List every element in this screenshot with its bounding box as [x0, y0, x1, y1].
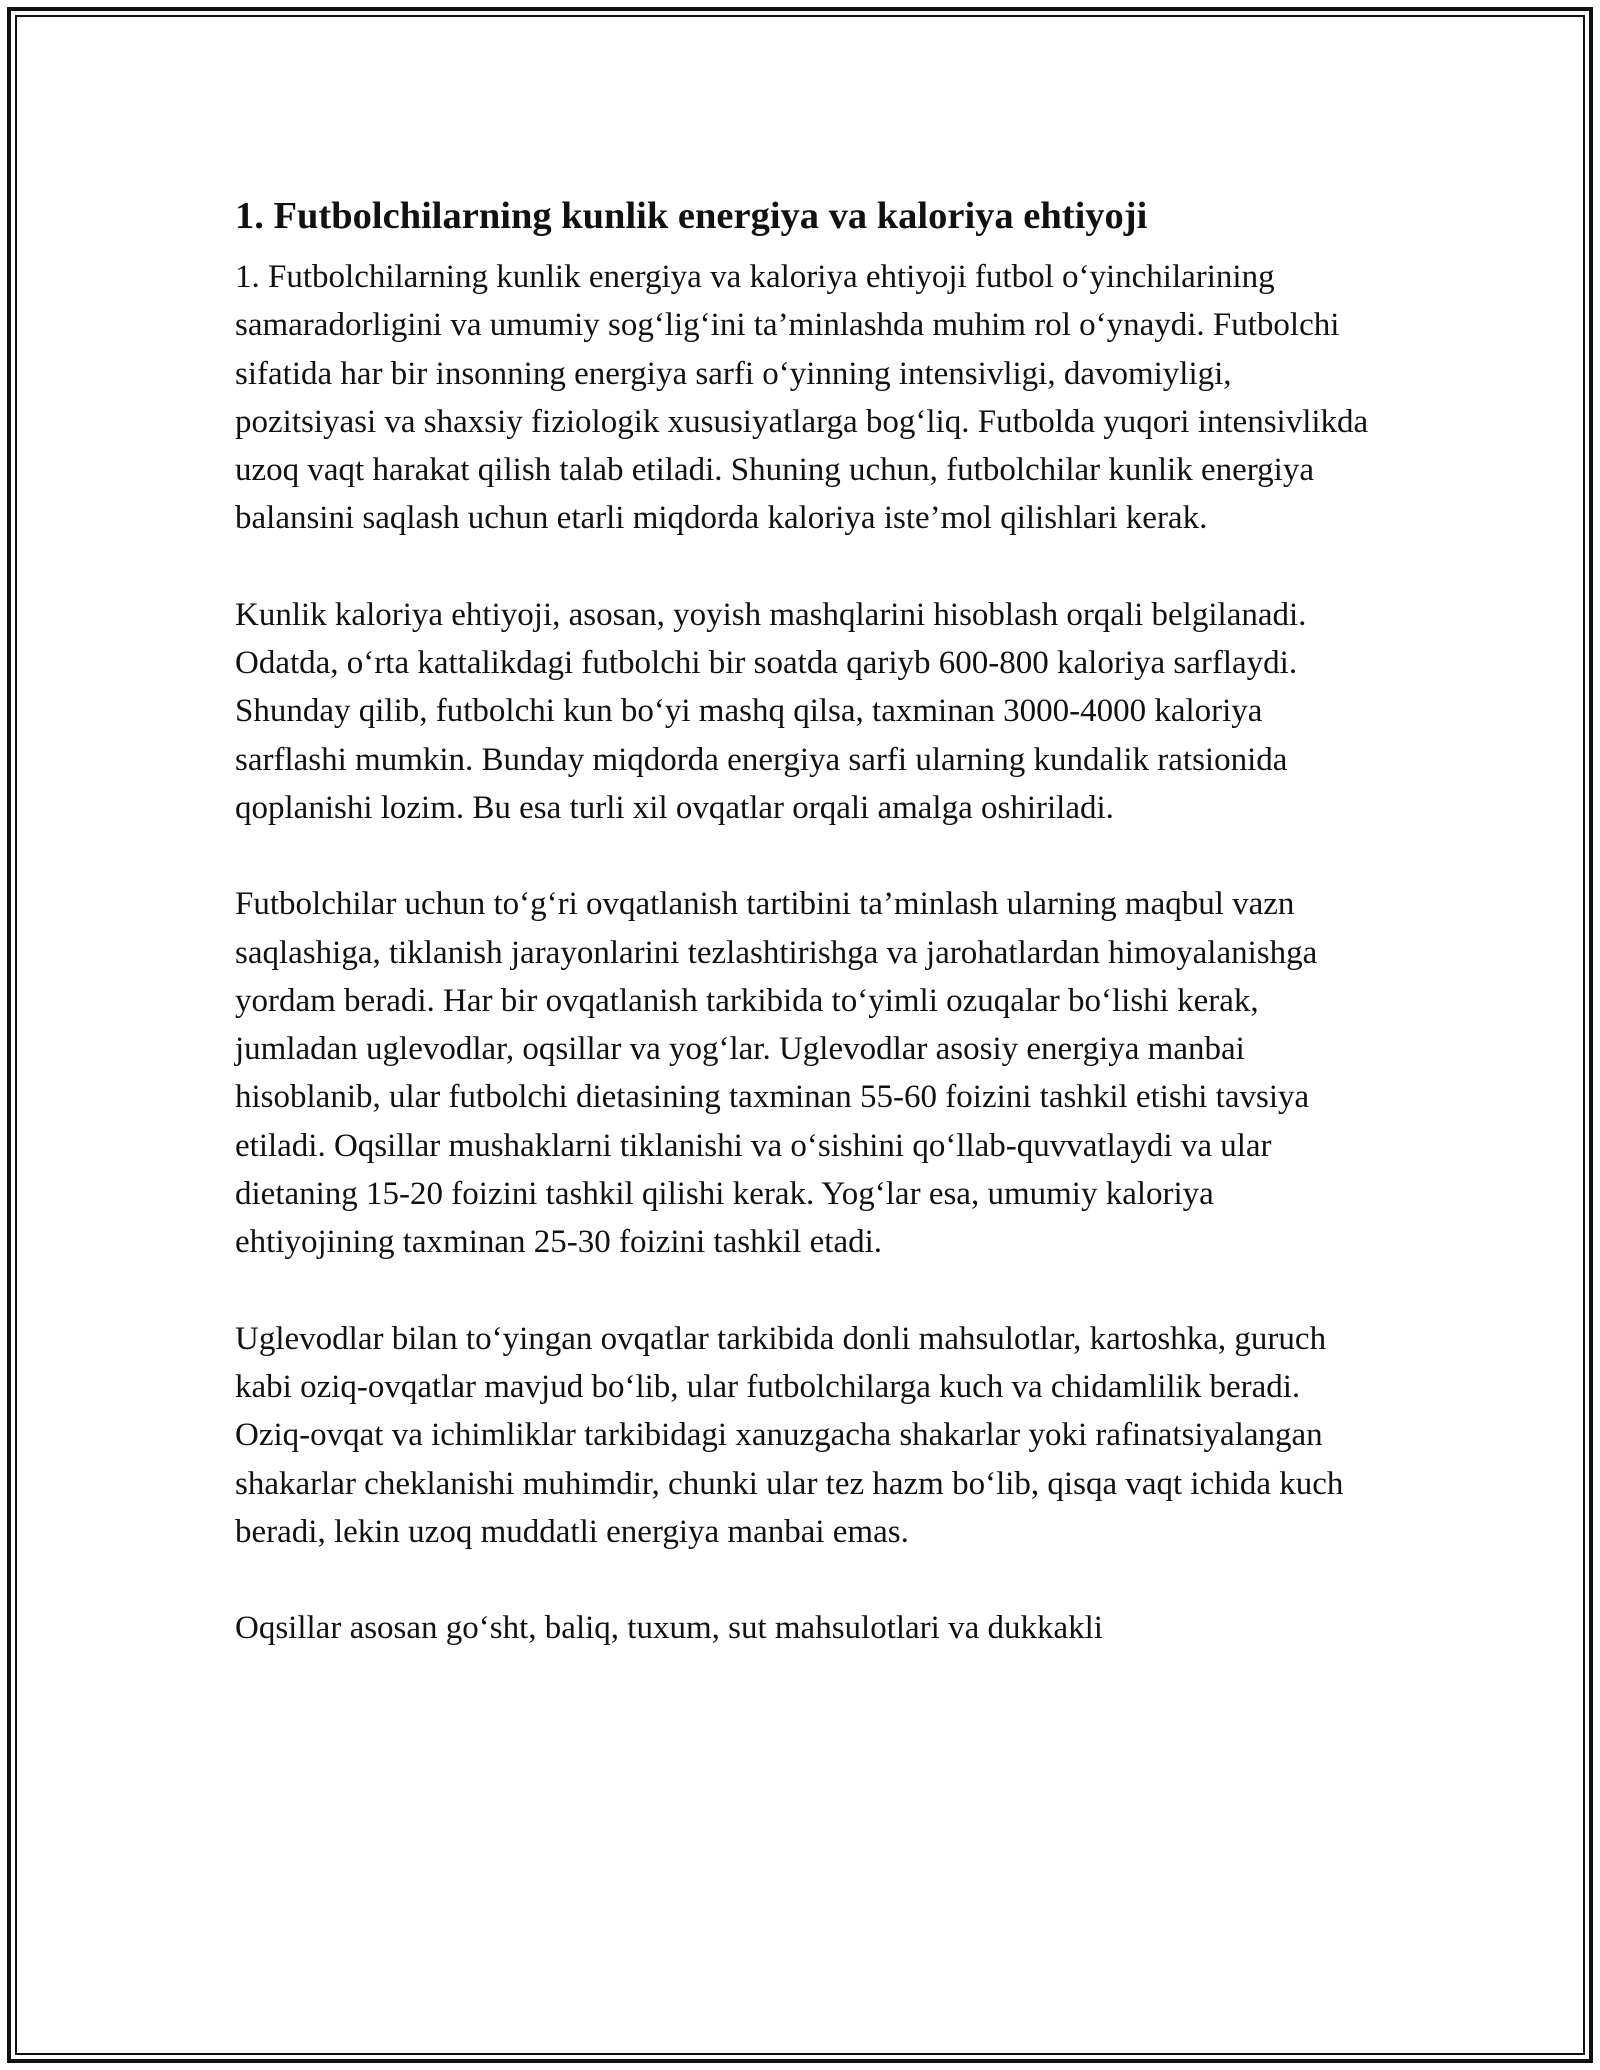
paragraph-4: Uglevodlar bilan to‘yingan ovqatlar tarkibida donli mahsulotlar, kartoshka, guruch kabi oziq-ovqatlar mavjud bo‘lib, ular futbolchilarga kuch va chidamlilik beradi. Oziq-ovqat va ichimliklar tarkibidagi xanuzgacha shakarlar yoki rafinatsiyalangan shakarlar cheklanishi muhimdir, chunki ular tez hazm bo‘lib, qisqa vaqt ichida kuch beradi, lekin uzoq muddatli energiya manbai emas. [235, 1320, 1344, 1550]
paragraph-1: 1. Futbolchilarning kunlik energiya va kaloriya ehtiyoji futbol o‘yinchilarining samaradorligini va umumiy sog‘lig‘ini ta’minlashda muhim rol o‘ynaydi. Futbolchi sifatida har bir insonning energiya sarfi o‘yinning intensivligi, davomiyligi, pozitsiyasi va shaxsiy fiziologik xususiyatlarga bog‘liq. Futbolda yuqori intensivlikda uzoq vaqt harakat qilish talab etiladi. Shuning uchun, futbolchilar kunlik energiya balansini saqlash uchun etarli miqdorda kaloriya iste’mol qilishlari kerak. [235, 259, 1369, 537]
section-heading: 1. Futbolchilarning kunlik energiya va kaloriya ehtiyoji [235, 195, 1148, 237]
paragraph-5: Oqsillar asosan go‘sht, baliq, tuxum, sut mahsulotlari va dukkakli [235, 1610, 1103, 1647]
paragraph-3: Futbolchilar uchun to‘g‘ri ovqatlanish tartibini ta’minlash ularning maqbul vazn saqlashiga, tiklanish jarayonlarini tezlashtirishga va jarohatlardan himoyalanishga yordam beradi. Har bir ovqatlanish tarkibida to‘yimli ozuqalar bo‘lishi kerak, jumladan uglevodlar, oqsillar va yog‘lar. Uglevodlar asosiy energiya manbai hisoblanib, ular futbolchi dietasining taxminan 55-60 foizini tashkil etishi tavsiya etiladi. Oqsillar mushaklarni tiklanishi va o‘sishini qo‘llab-quvvatlaydi va ular dietaning 15-20 foizini tashkil qilishi kerak. Yog‘lar esa, umumiy kaloriya ehtiyojining taxminan 25-30 foizini tashkil etadi. [235, 886, 1318, 1261]
document-body [235, 186, 1375, 1652]
paragraph-2: Kunlik kaloriya ehtiyoji, asosan, yoyish mashqlarini hisoblash orqali belgilanadi. Odatda, o‘rta kattalikdagi futbolchi bir soatda qariyb 600-800 kaloriya sarflaydi. Shunday qilib, futbolchi kun bo‘yi mashq qilsa, taxminan 3000-4000 kaloriya sarflashi mumkin. Bunday miqdorda energiya sarfi ularning kundalik ratsionida qoplanishi lozim. Bu esa turli xil ovqatlar orqali amalga oshiriladi. [235, 596, 1307, 826]
